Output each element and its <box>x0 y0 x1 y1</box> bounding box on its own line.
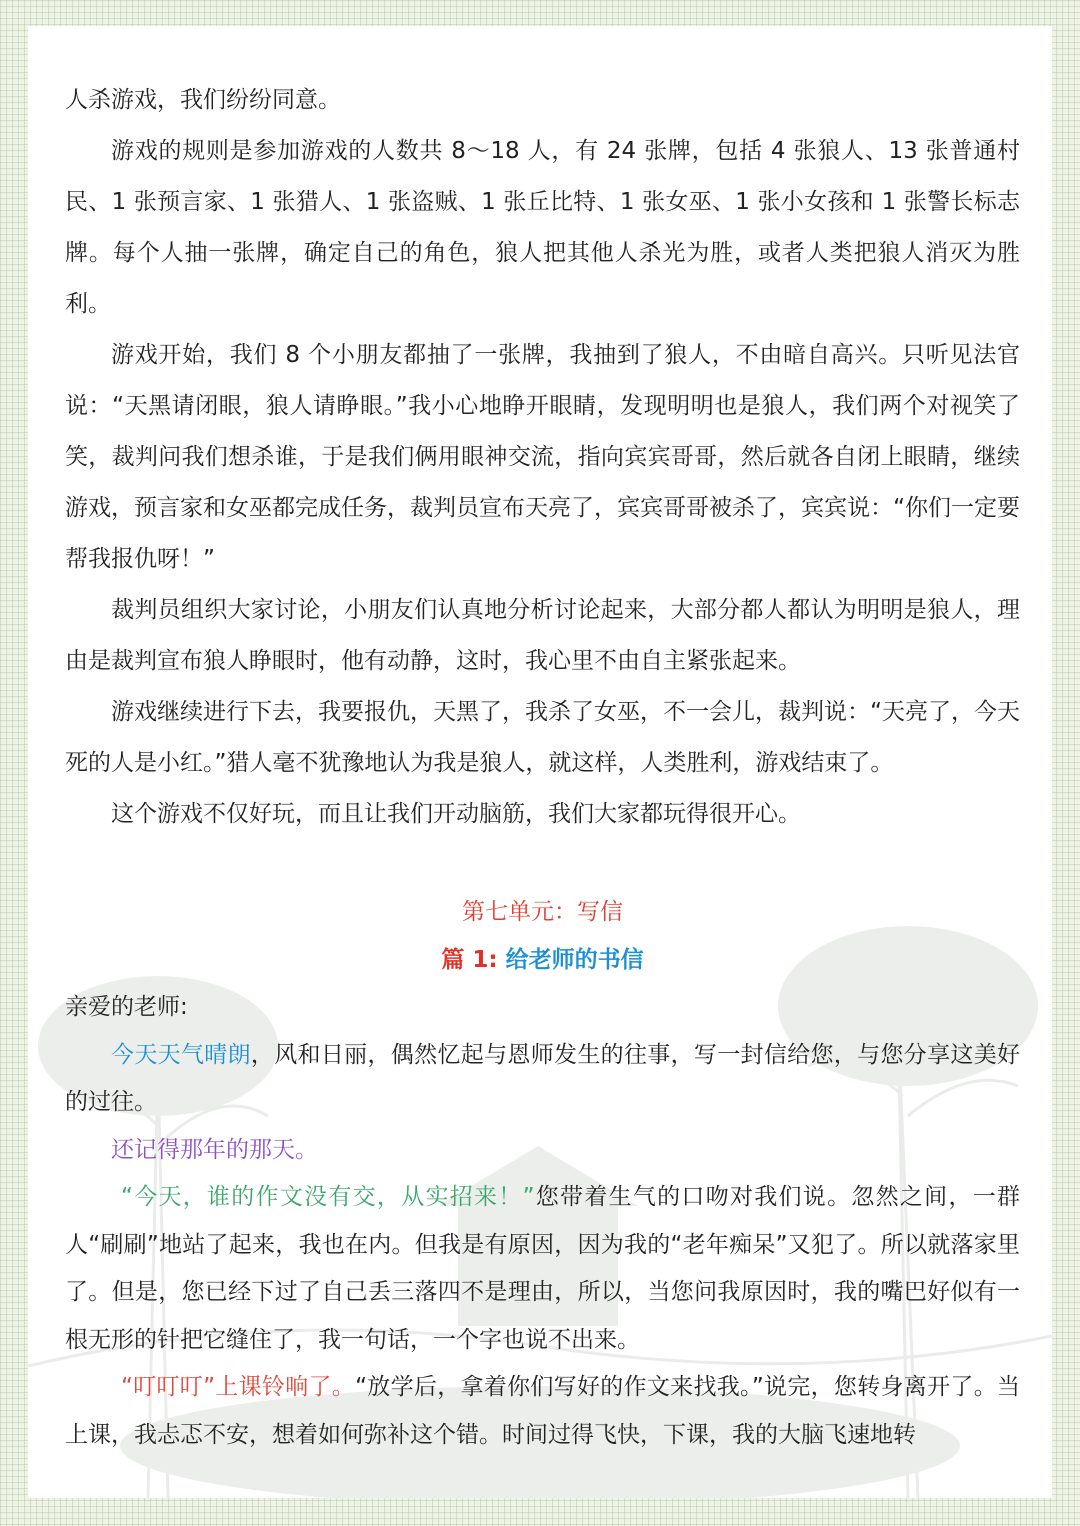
letter-section <box>65 888 1020 1459</box>
unit-title: 第七单元：写信 <box>462 899 623 925</box>
highlight-memory: 还记得那年的那天。 <box>111 1136 318 1163</box>
letter-paragraph-3 <box>65 1174 1020 1364</box>
essay-paragraph-revenge: 游戏继续进行下去，我要报仇，天黑了，我杀了女巫，不一会儿，裁判说：“天亮了，今天死的人是小红。”猎人毫不犹豫地认为我是狼人，就这样，人类胜利，游戏结束了。 <box>65 699 1020 776</box>
piece-label: 篇 1: <box>441 947 498 973</box>
essay-body <box>65 126 1020 840</box>
piece-title-text: 给老师的书信 <box>505 947 644 973</box>
highlight-quote: “今天，谁的作文没有交，从实招来！” <box>121 1184 535 1210</box>
essay-paragraph-game-start: 游戏开始，我们 8 个小朋友都抽了一张牌，我抽到了狼人，不由暗自高兴。只听见法官说：“天黑请闭眼，狼人请睁眼。”我小心地睁开眼睛，发现明明也是狼人，我们两个对视笑了笑，裁判问我们想杀谁，于是我们俩用眼神交流，指向宾宾哥哥，然后就各自闭上眼睛，继续游戏，预言家和女巫都完成任务，裁判员宣布天亮了，宾宾哥哥被杀了，宾宾说：“你们一定要帮我报仇呀！” <box>65 342 1020 572</box>
letter-paragraph-1-text: ，风和日丽，偶然忆起与恩师发生的往事，写一封信给您，与您分享这美好的过往。 <box>65 1041 1021 1115</box>
essay-paragraph-rules: 游戏的规则是参加游戏的人数共 8～18 人，有 24 张牌，包括 4 张狼人、13 张普通村民、1 张预言家、1 张猎人、1 张盗贼、1 张丘比特、1 张女巫、1 张小女孩和 1 张警长标志牌。每个人抽一张牌，确定自己的角色，狼人把其他人杀光为胜，或者人类把狼人消灭为胜利。 <box>65 138 1020 317</box>
highlight-weather: 今天天气晴朗 <box>111 1041 251 1068</box>
highlight-bell: “叮叮叮”上课铃响了。 <box>121 1374 356 1400</box>
document-page <box>28 26 1052 1498</box>
letter-paragraph-4 <box>65 1364 1020 1459</box>
essay-paragraph-discussion: 裁判员组织大家讨论，小朋友们认真地分析讨论起来，大部分都人都认为明明是狼人，理由是裁判宣布狼人睁眼时，他有动静，这时，我心里不由自主紧张起来。 <box>65 597 1020 674</box>
letter-paragraph-1 <box>65 1032 1020 1127</box>
letter-salutation: 亲爱的老师: <box>65 994 188 1020</box>
letter-paragraph-2 <box>65 1127 1020 1175</box>
piece-title <box>65 936 1020 984</box>
essay-paragraph-0: 人杀游戏，我们纷纷同意。 <box>65 87 341 113</box>
letter-paragraph-3-text: 您带着生气的口吻对我们说。忽然之间，一群人“刷刷”地站了起来，我也在内。但我是有原因，因为我的“老年痴呆”又犯了。所以就落家里了。但是，您已经下过了自己丢三落四不是理由，所以，当您问我原因时，我的嘴巴好似有一根无形的针把它缝住了，我一句话，一个字也说不出来。 <box>65 1184 1020 1353</box>
letter-paragraph-4-text: “放学后，拿着你们写好的作文来找我。”说完，您转身离开了。当上课，我忐忑不安，想着如何弥补这个错。时间过得飞快，下课，我的大脑飞速地转 <box>65 1374 1020 1448</box>
essay-paragraph-conclusion: 这个游戏不仅好玩，而且让我们开动脑筋，我们大家都玩得很开心。 <box>111 801 801 827</box>
